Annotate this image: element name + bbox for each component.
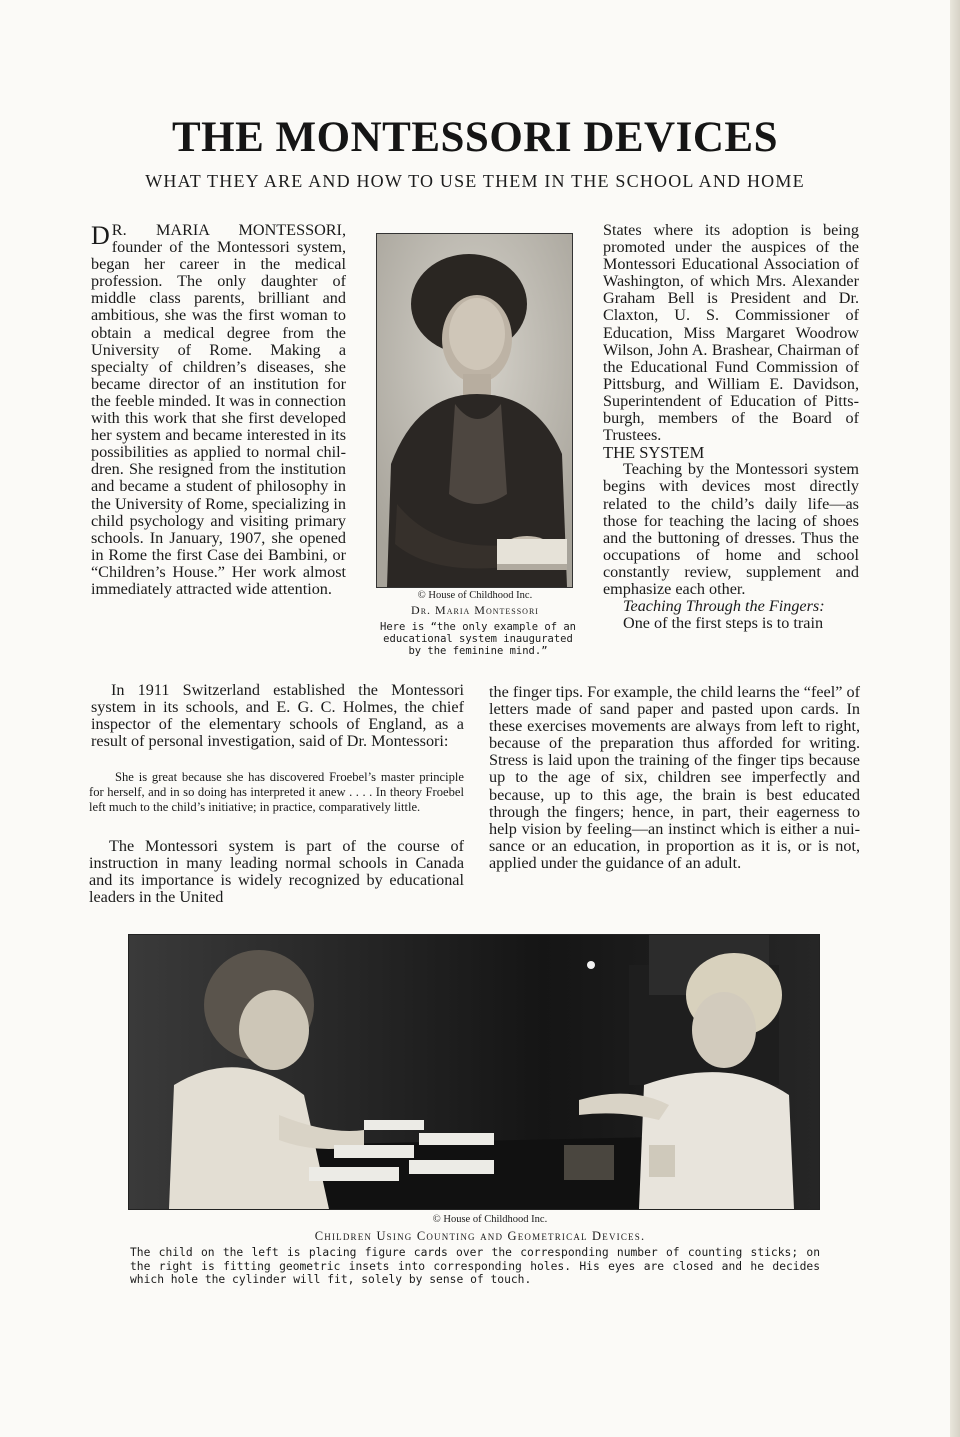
portrait-photo xyxy=(376,233,573,588)
photo-title: Children Using Counting and Geometrical Devices. xyxy=(314,1229,646,1243)
intro-paragraph xyxy=(91,222,346,598)
intro-lead: R. MARIA MONTESSORI, xyxy=(111,221,346,239)
paragraph-canada: The Montessori system is part of the course of instruction in many leading normal schools in Canada and its importance is widely recognized by educational leaders in the United xyxy=(89,837,464,907)
block-quote xyxy=(89,770,464,815)
photo-caption: The child on the left is placing figure cards over the corresponding number of counting sticks; on the right is fitting geometric insets into corresponding holes. His eyes are closed and he decides which hole the cylinder will fit, solely by sense of touch. xyxy=(130,1246,820,1286)
portrait-image xyxy=(377,234,572,587)
paragraph-fingers: the finger tips. For example, the child learns the “feel” of letters made of sand paper and pasted upon cards. In these exercises movements are always from left to right, because of the preparation thus afforded for writing. Stress is laid upon the training of the finger tips because up to the age of six, children see imperfectly and because, up to this age, the brain is best educated through the fingers; hence, in part, their eagerness to help vision by feeling—an instinct which is either a nuisance or an education, in proportion as it is, or is not, applied under the guidance of an adult. xyxy=(489,683,860,872)
portrait-name: Dr. Maria Montessori xyxy=(411,603,539,617)
section-heading-system: THE SYSTEM xyxy=(603,443,705,463)
children-photo xyxy=(128,934,820,1210)
intro-body: founder of the Montessori system, began her career in the medical profession. The only daughter of middle class parents, brilliant and ambitious, she was the first woman to obtain a medical degree from the University of Rome. Making a specialty of children’s diseases, she became director of an institution for the feeble minded. It was in connection with this work that she first developed her system and became interested in its possibilities as applied to normal children. She resigned from the institution and became a student of philosophy in the University of Rome, specializing in child psychology and visiting primary schools. In January, 1907, she opened in Rome the first Case dei Bambini, or “Children’s House.” Her work almost immediately attracted wide attention. xyxy=(91,238,346,598)
column-right xyxy=(603,222,859,632)
page-edge xyxy=(950,0,960,1437)
portrait-caption: Here is “the only example of an educational system inaugurated by the feminine mind.” xyxy=(380,621,576,657)
children-image xyxy=(129,935,819,1209)
paragraph-system: Teaching by the Montessori system begins with devices most directly related to the child’s daily life—as those for teaching the lacing of shoes and the buttoning of dresses. Thus the occupations of home and school constantly review, supplement and emphasize each other. xyxy=(603,460,859,598)
column-right-continued xyxy=(489,684,860,872)
runin-heading: Teaching Through the Fingers: xyxy=(623,597,825,616)
paragraph-switzerland: In 1911 Switzerland established the Montessori system in its schools, and E. G. C. Holmes, the chief inspector of the elementary schools of England, as a result of personal investigation, said of Dr. Montessori: xyxy=(91,681,464,751)
paragraph-fingers-start: One of the first steps is to train xyxy=(623,614,824,633)
paragraph-states: States where its adoption is being promoted under the auspices of the Montessori Educational Association of Washington, of which Mrs. Alexander Graham Bell is President and Dr. Claxton, U. S. Commissioner of Education, Miss Margaret Woodrow Wilson, John A. Brashear, Chairman of the Educational Fund Commission of Pittsburg, and William E. Davidson, Superintendent of Education of Pittsburgh, members of the Board of Trustees. xyxy=(603,221,859,445)
portrait-credit: © House of Childhood Inc. xyxy=(417,590,533,601)
quote-text: She is great because she has discovered Froebel’s master principle for herself, and in so doing has interpreted it anew . . . . In theory Froebel left much to the child’s initiative; in practice, comparatively little. xyxy=(89,770,464,814)
drop-cap: D xyxy=(91,221,110,250)
article-title: THE MONTESSORI DEVICES xyxy=(172,114,778,161)
column-left-continued xyxy=(91,682,464,750)
paragraph-canada-block xyxy=(89,838,464,906)
column-left xyxy=(91,222,346,598)
article-subtitle: WHAT THEY ARE AND HOW TO USE THEM IN THE SCHOOL AND HOME xyxy=(145,171,805,191)
photo-credit: © House of Childhood Inc. xyxy=(432,1214,548,1225)
